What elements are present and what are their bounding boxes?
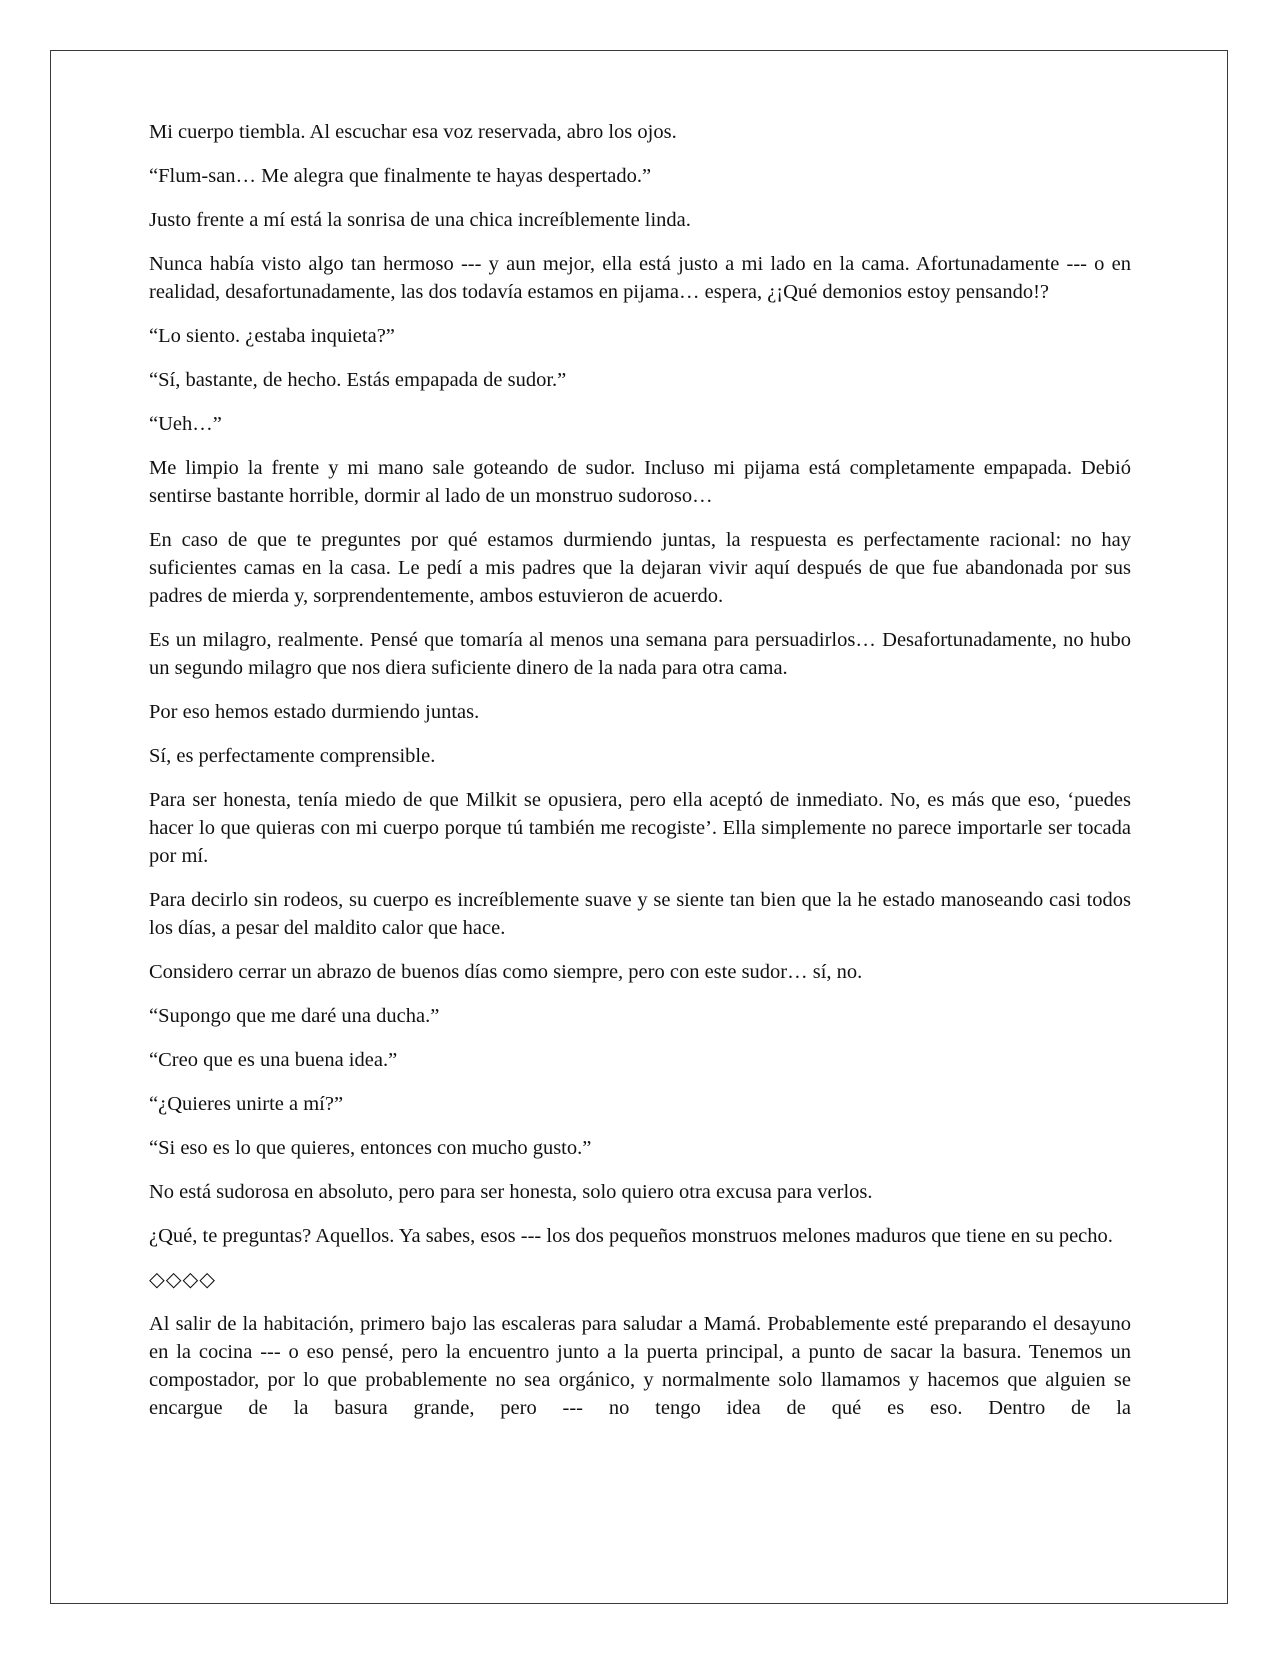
paragraph: “Creo que es una buena idea.” bbox=[149, 1049, 398, 1071]
paragraph: “Lo siento. ¿estaba inquieta?” bbox=[149, 325, 395, 347]
paragraph: Por eso hemos estado durmiendo juntas. bbox=[149, 701, 480, 723]
paragraph: No está sudorosa en absoluto, pero para ser honesta, solo quiero otra excusa para verlos. bbox=[149, 1181, 873, 1203]
document-body bbox=[149, 118, 1131, 1438]
paragraph: Me limpio la frente y mi mano sale goteando de sudor. Incluso mi pijama está completamente empapada. Debió sentirse bastante horrible, dormir al lado de un monstruo sudoroso… bbox=[149, 457, 1131, 507]
paragraph: Nunca había visto algo tan hermoso --- y aun mejor, ella está justo a mi lado en la cama. Afortunadamente --- o en realidad, desafortunadamente, las dos todavía estamos en pijama… espera, ¿¡Qué demonios estoy pensando!? bbox=[149, 253, 1131, 303]
paragraph: Al salir de la habitación, primero bajo las escaleras para saludar a Mamá. Probablemente esté preparando el desayuno en la cocina --- o eso pensé, pero la encuentro junto a la puerta principal, a punto de sacar la basura. Tenemos un compostador, por lo que probablemente no sea orgánico, y normalmente solo llamamos y hacemos que alguien se encargue de la basura grande, pero --- no tengo idea de qué es eso. Dentro de la bbox=[149, 1313, 1131, 1419]
paragraph: “Si eso es lo que quieres, entonces con mucho gusto.” bbox=[149, 1137, 592, 1159]
paragraph: “Sí, bastante, de hecho. Estás empapada de sudor.” bbox=[149, 369, 567, 391]
paragraph: Para decirlo sin rodeos, su cuerpo es increíblemente suave y se siente tan bien que la he estado manoseando casi todos los días, a pesar del maldito calor que hace. bbox=[149, 889, 1131, 939]
paragraph: Es un milagro, realmente. Pensé que tomaría al menos una semana para persuadirlos… Desafortunadamente, no hubo un segundo milagro que nos diera suficiente dinero de la nada para otra cama. bbox=[149, 629, 1131, 679]
scene-break: ◇◇◇◇ bbox=[149, 1269, 217, 1291]
paragraph: Para ser honesta, tenía miedo de que Milkit se opusiera, pero ella aceptó de inmediato. No, es más que eso, ‘puedes hacer lo que quieras con mi cuerpo porque tú también me recogiste’. Ella simplemente no parece importarle ser tocada por mí. bbox=[149, 789, 1131, 867]
paragraph: En caso de que te preguntes por qué estamos durmiendo juntas, la respuesta es perfectamente racional: no hay suficientes camas en la casa. Le pedí a mis padres que la dejaran vivir aquí después de que fue abandonada por sus padres de mierda y, sorprendentemente, ambos estuvieron de acuerdo. bbox=[149, 529, 1131, 607]
paragraph: Sí, es perfectamente comprensible. bbox=[149, 745, 436, 767]
paragraph: “Flum-san… Me alegra que finalmente te hayas despertado.” bbox=[149, 165, 652, 187]
paragraph: Justo frente a mí está la sonrisa de una chica increíblemente linda. bbox=[149, 209, 691, 231]
paragraph: “Ueh…” bbox=[149, 413, 222, 435]
paragraph: Considero cerrar un abrazo de buenos días como siempre, pero con este sudor… sí, no. bbox=[149, 961, 863, 983]
paragraph: “¿Quieres unirte a mí?” bbox=[149, 1093, 344, 1115]
paragraph: ¿Qué, te preguntas? Aquellos. Ya sabes, esos --- los dos pequeños monstruos melones maduros que tiene en su pecho. bbox=[149, 1225, 1113, 1247]
paragraph: Mi cuerpo tiembla. Al escuchar esa voz reservada, abro los ojos. bbox=[149, 121, 677, 143]
paragraph: “Supongo que me daré una ducha.” bbox=[149, 1005, 440, 1027]
